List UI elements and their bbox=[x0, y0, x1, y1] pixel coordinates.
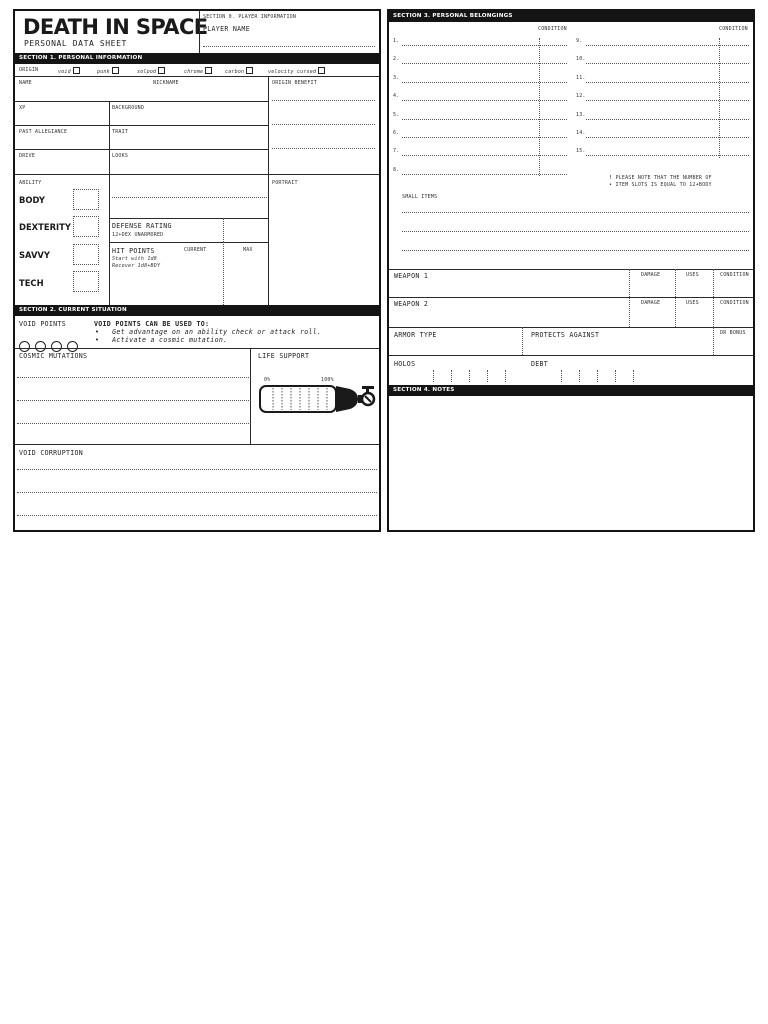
origin-carbon-checkbox[interactable] bbox=[246, 67, 253, 74]
small-items-line-1[interactable] bbox=[402, 212, 749, 213]
item-slot-line[interactable] bbox=[586, 100, 749, 101]
row-divider bbox=[15, 149, 268, 150]
item-slot-line[interactable] bbox=[586, 82, 749, 83]
digit-separator bbox=[469, 370, 470, 382]
weapon-divider bbox=[713, 269, 714, 327]
life-support-max: 100% bbox=[321, 377, 334, 383]
item-slot-line[interactable] bbox=[402, 82, 567, 83]
holos-label: HOLOS bbox=[394, 360, 416, 368]
trait-label: TRAIT bbox=[112, 129, 129, 135]
item-slot-number: 15. bbox=[576, 148, 586, 155]
section-2-header: SECTION 2. CURRENT SITUATION bbox=[15, 305, 379, 316]
void-use-1-text: Get advantage on an ability check or attack roll. bbox=[112, 328, 322, 336]
small-items-line-2[interactable] bbox=[402, 231, 749, 232]
origin-velocity-cursed-label: velocity cursed bbox=[268, 69, 317, 75]
item-slot-line[interactable] bbox=[402, 63, 567, 64]
void-corruption-line-1[interactable] bbox=[17, 469, 377, 470]
item-slot-line[interactable] bbox=[402, 100, 567, 101]
origin-solpod bbox=[137, 67, 165, 75]
column-divider bbox=[109, 101, 110, 174]
item-slot-number: 5. bbox=[393, 111, 400, 118]
life-support-label: LIFE SUPPORT bbox=[258, 352, 310, 360]
weapon-2-uses-label: USES bbox=[686, 300, 699, 306]
digit-separator bbox=[615, 370, 616, 382]
xp-label: XP bbox=[19, 105, 26, 111]
origin-chrome-checkbox[interactable] bbox=[205, 67, 212, 74]
void-point-circle-3[interactable] bbox=[51, 341, 62, 352]
title-divider bbox=[199, 11, 200, 53]
weapon-divider bbox=[675, 269, 676, 327]
item-slot-number: 8. bbox=[393, 166, 400, 173]
item-slot-line[interactable] bbox=[586, 45, 749, 46]
armor-divider bbox=[522, 327, 523, 355]
row-divider bbox=[109, 218, 268, 219]
item-slot-number: 6. bbox=[393, 130, 400, 136]
row-divider bbox=[15, 444, 379, 445]
row-divider bbox=[15, 101, 268, 102]
ability-dexterity: DEXTERITY bbox=[19, 222, 71, 232]
sheet-title: DEATH IN SPACE bbox=[23, 15, 208, 39]
weapon-1-uses-label: USES bbox=[686, 272, 699, 278]
oxygen-tank-icon[interactable] bbox=[258, 383, 378, 415]
void-use-2: • Activate a cosmic mutation. bbox=[95, 336, 228, 344]
ability-tech: TECH bbox=[19, 278, 44, 288]
void-point-circle-2[interactable] bbox=[35, 341, 46, 352]
item-slot-number: 10. bbox=[576, 56, 586, 63]
item-slot-line[interactable] bbox=[402, 174, 567, 175]
digit-separator bbox=[597, 370, 598, 382]
section-3-header: SECTION 3. PERSONAL BELONGINGS bbox=[389, 11, 753, 22]
condition-label-right: CONDITION bbox=[719, 26, 748, 32]
origin-label: ORIGIN bbox=[19, 67, 39, 73]
player-section-label: SECTION 0. PLAYER INFORMATION bbox=[203, 14, 297, 20]
hp-note-start: Start with 1d8 bbox=[112, 256, 157, 262]
armor-type-label: ARMOR TYPE bbox=[394, 331, 437, 339]
notes-area[interactable] bbox=[389, 396, 753, 530]
defense-rating-note: 12+DEX UNARMORED bbox=[112, 232, 164, 238]
savvy-value-box[interactable] bbox=[73, 244, 99, 265]
column-divider bbox=[109, 174, 110, 305]
warning-icon: ! bbox=[609, 175, 613, 181]
item-slot-line[interactable] bbox=[586, 155, 749, 156]
row-divider bbox=[15, 76, 379, 77]
life-support-min: 0% bbox=[264, 377, 271, 383]
item-slot-line[interactable] bbox=[586, 63, 749, 64]
row-divider bbox=[15, 174, 379, 175]
item-slot-line[interactable] bbox=[402, 119, 567, 120]
void-corruption-label: VOID CORRUPTION bbox=[19, 449, 84, 457]
row-divider bbox=[15, 348, 379, 349]
ability-body: BODY bbox=[19, 195, 45, 205]
defense-rating-label: DEFENSE RATING bbox=[112, 222, 172, 230]
looks-line-2[interactable] bbox=[112, 197, 267, 198]
void-corruption-line-2[interactable] bbox=[17, 492, 377, 493]
item-slot-number: 14. bbox=[576, 130, 586, 136]
portrait-label: PORTRAIT bbox=[272, 180, 298, 186]
ability-label: ABILITY bbox=[19, 180, 42, 186]
cosmic-line-2[interactable] bbox=[17, 400, 249, 401]
row-divider bbox=[389, 327, 753, 328]
origin-benefit-line-3[interactable] bbox=[272, 148, 375, 149]
background-label: BACKGROUND bbox=[112, 105, 145, 111]
section-4-header: SECTION 4. NOTES bbox=[389, 385, 753, 396]
hp-current-label: CURRENT bbox=[184, 247, 207, 253]
void-use-1: • Get advantage on an ability check or attack roll. bbox=[95, 328, 322, 336]
looks-label: LOOKS bbox=[112, 153, 129, 159]
origin-solpod-checkbox[interactable] bbox=[158, 67, 165, 74]
origin-carbon-label: carbon bbox=[225, 69, 245, 75]
hp-current-field[interactable] bbox=[223, 242, 224, 305]
void-points-label: VOID POINTS bbox=[19, 320, 66, 328]
origin-void-label: void bbox=[58, 69, 71, 75]
debt-label: DEBT bbox=[531, 360, 549, 368]
row-divider bbox=[389, 269, 753, 270]
origin-carbon bbox=[225, 67, 253, 75]
defense-value-divider bbox=[223, 218, 224, 242]
body-value-box[interactable] bbox=[73, 189, 99, 210]
tech-value-box[interactable] bbox=[73, 271, 99, 292]
past-allegiance-label: PAST ALLEGIANCE bbox=[19, 129, 68, 135]
origin-benefit-line-2[interactable] bbox=[272, 124, 375, 125]
digit-separator bbox=[433, 370, 434, 382]
condition-label-left: CONDITION bbox=[538, 26, 567, 32]
condition-divider-right bbox=[719, 38, 720, 158]
weapon-2-damage-label: DAMAGE bbox=[641, 300, 661, 306]
item-slot-number: 3. bbox=[393, 74, 400, 81]
item-slot-number: 4. bbox=[393, 93, 400, 100]
item-slot-number: 7. bbox=[393, 148, 400, 155]
item-slot-number: 1. bbox=[393, 38, 400, 44]
void-uses-title: VOID POINTS CAN BE USED TO: bbox=[94, 320, 210, 328]
weapon-1-label: WEAPON 1 bbox=[394, 272, 429, 280]
origin-punk bbox=[97, 67, 119, 75]
weapon-1-damage-label: DAMAGE bbox=[641, 272, 661, 278]
dr-bonus-label: DR BONUS bbox=[720, 330, 746, 336]
column-divider bbox=[250, 348, 251, 444]
player-name-label: PLAYER NAME bbox=[203, 25, 250, 33]
drive-label: DRIVE bbox=[19, 153, 36, 159]
void-use-2-text: Activate a cosmic mutation. bbox=[112, 336, 228, 344]
origin-chrome-label: chrome bbox=[184, 69, 204, 75]
protects-against-label: PROTECTS AGAINST bbox=[531, 331, 600, 339]
name-label: NAME bbox=[19, 80, 32, 86]
dexterity-value-box[interactable] bbox=[73, 216, 99, 237]
item-slot-number: 13. bbox=[576, 111, 586, 118]
digit-separator bbox=[505, 370, 506, 382]
origin-chrome bbox=[184, 67, 212, 75]
origin-benefit-label: ORIGIN BENEFIT bbox=[272, 80, 317, 86]
origin-punk-label: punk bbox=[97, 69, 110, 75]
hit-points-label: HIT POINTS bbox=[112, 247, 155, 255]
small-items-line-3[interactable] bbox=[402, 250, 749, 251]
origin-benefit-line-1[interactable] bbox=[272, 100, 375, 101]
origin-velocity-cursed-checkbox[interactable] bbox=[318, 67, 325, 74]
weapon-divider bbox=[629, 269, 630, 327]
item-slot-number: 2. bbox=[393, 56, 400, 63]
item-slot-line[interactable] bbox=[402, 155, 567, 156]
void-corruption-line-3[interactable] bbox=[17, 515, 377, 516]
player-name-field[interactable] bbox=[203, 46, 375, 47]
ability-savvy: SAVVY bbox=[19, 250, 50, 260]
item-slot-line[interactable] bbox=[402, 45, 567, 46]
character-sheet-right-page bbox=[387, 9, 755, 532]
item-slot-line[interactable] bbox=[402, 137, 567, 138]
weapon-2-label: WEAPON 2 bbox=[394, 300, 429, 308]
small-items-label: SMALL ITEMS bbox=[402, 194, 438, 200]
origin-solpod-label: solpod bbox=[137, 69, 157, 75]
digit-separator bbox=[487, 370, 488, 382]
void-point-circle-1[interactable] bbox=[19, 341, 30, 352]
cosmic-mutations-label: COSMIC MUTATIONS bbox=[19, 352, 88, 360]
slots-note bbox=[609, 175, 712, 189]
digit-separator bbox=[579, 370, 580, 382]
item-slot-line[interactable] bbox=[586, 119, 749, 120]
character-sheet-left-page bbox=[13, 9, 381, 532]
item-slot-line[interactable] bbox=[586, 137, 749, 138]
slots-note-line-2: ITEM SLOTS IS EQUAL TO 12+BODY bbox=[615, 182, 712, 188]
weapon-1-condition-label: CONDITION bbox=[720, 272, 749, 278]
origin-punk-checkbox[interactable] bbox=[112, 67, 119, 74]
sheet-subtitle: PERSONAL DATA SHEET bbox=[24, 39, 127, 48]
nickname-label: NICKNAME bbox=[153, 80, 179, 86]
digit-separator bbox=[561, 370, 562, 382]
section-1-header: SECTION 1. PERSONAL INFORMATION bbox=[15, 53, 379, 64]
slots-note-line-1: PLEASE NOTE THAT THE NUMBER OF bbox=[615, 175, 712, 181]
item-slot-number: 9. bbox=[576, 38, 583, 44]
row-divider bbox=[389, 355, 753, 356]
hp-max-label: MAX bbox=[243, 247, 253, 253]
bullet-icon: • bbox=[609, 182, 613, 188]
item-slot-number: 11. bbox=[576, 74, 586, 81]
hp-note-recover: Recover 1d8+BDY bbox=[112, 263, 161, 269]
row-divider bbox=[389, 297, 753, 298]
cosmic-line-1[interactable] bbox=[17, 377, 249, 378]
item-slot-number: 12. bbox=[576, 93, 586, 100]
condition-divider-left bbox=[539, 38, 540, 176]
armor-divider bbox=[713, 327, 714, 355]
void-point-circle-4[interactable] bbox=[67, 341, 78, 352]
row-divider bbox=[15, 125, 268, 126]
digit-separator bbox=[633, 370, 634, 382]
row-divider bbox=[109, 242, 268, 243]
weapon-2-condition-label: CONDITION bbox=[720, 300, 749, 306]
cosmic-line-3[interactable] bbox=[17, 423, 249, 424]
origin-void-checkbox[interactable] bbox=[73, 67, 80, 74]
digit-separator bbox=[451, 370, 452, 382]
column-divider bbox=[268, 76, 269, 305]
origin-velocity-cursed bbox=[268, 67, 325, 75]
origin-void bbox=[58, 67, 80, 75]
